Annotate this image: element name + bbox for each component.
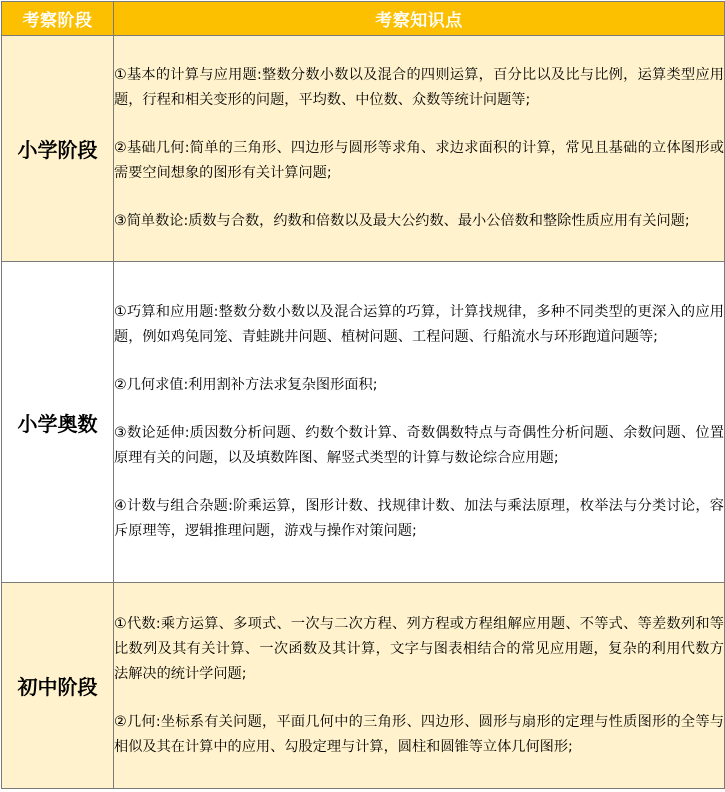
- knowledge-table: [1, 1, 725, 789]
- points-cell: [114, 583, 725, 789]
- point-item: ④计数与组合杂题:阶乘运算，图形计数、找规律计数、加法与乘法原理，枚举法与分类讨论，容斥原理等，逻辑推理问题，游戏与操作对策问题;: [114, 498, 724, 539]
- point-item: ①巧算和应用题:整数分数小数以及混合运算的巧算，计算找规律，多种不同类型的更深入的应用题，例如鸡兔同笼、青蛙跳井问题、植树问题、工程问题、行船流水与环形跑道问题等;: [114, 304, 724, 345]
- point-item: ①基本的计算与应用题:整数分数小数以及混合的四则运算，百分比以及比与比例，运算类型应用题，行程和相关变形的问题，平均数、中位数、众数等统计问题等;: [114, 67, 724, 108]
- point-item: ②几何:坐标系有关问题，平面几何中的三角形、四边形、圆形与扇形的定理与性质图形的全等与相似及其在计算中的应用、勾股定理与计算，圆柱和圆锥等立体几何图形;: [114, 713, 724, 755]
- point-item: ②几何求值:利用割补方法求复杂图形面积;: [114, 377, 378, 393]
- table-header-row: [2, 2, 725, 36]
- header-stage: 考察阶段: [2, 2, 114, 36]
- point-item: ①代数:乘方运算、多项式、一次与二次方程、列方程或方程组解应用题、不等式、等差数列和等比数列及其有关计算、一次函数及其计算，文字与图表相结合的常见应用题，复杂的利用代数方法解决的统计学问题;: [114, 615, 724, 682]
- point-item: ③简单数论:质数与合数，约数和倍数以及最大公约数、最小公倍数和整除性质应用有关问题;: [114, 213, 690, 229]
- points-cell: [114, 36, 725, 262]
- point-item: ②基础几何:简单的三角形、四边形与圆形等求角、求边求面积的计算，常见且基础的立体图形或需要空间想象的图形有关计算问题;: [114, 140, 724, 181]
- table-row-junior-high: [2, 583, 725, 789]
- header-points: 考察知识点: [114, 2, 725, 36]
- table-row-primary: [2, 36, 725, 262]
- stage-cell: 初中阶段: [2, 583, 114, 789]
- table-row-olympiad: [2, 262, 725, 583]
- stage-cell: 小学奥数: [2, 262, 114, 583]
- point-item: ③数论延伸:质因数分析问题、约数个数计算、奇数偶数特点与奇偶性分析问题、余数问题、位置原理有关的问题，以及填数阵图、解竖式类型的计算与数论综合应用题;: [114, 425, 724, 466]
- points-cell: [114, 262, 725, 583]
- stage-cell: 小学阶段: [2, 36, 114, 262]
